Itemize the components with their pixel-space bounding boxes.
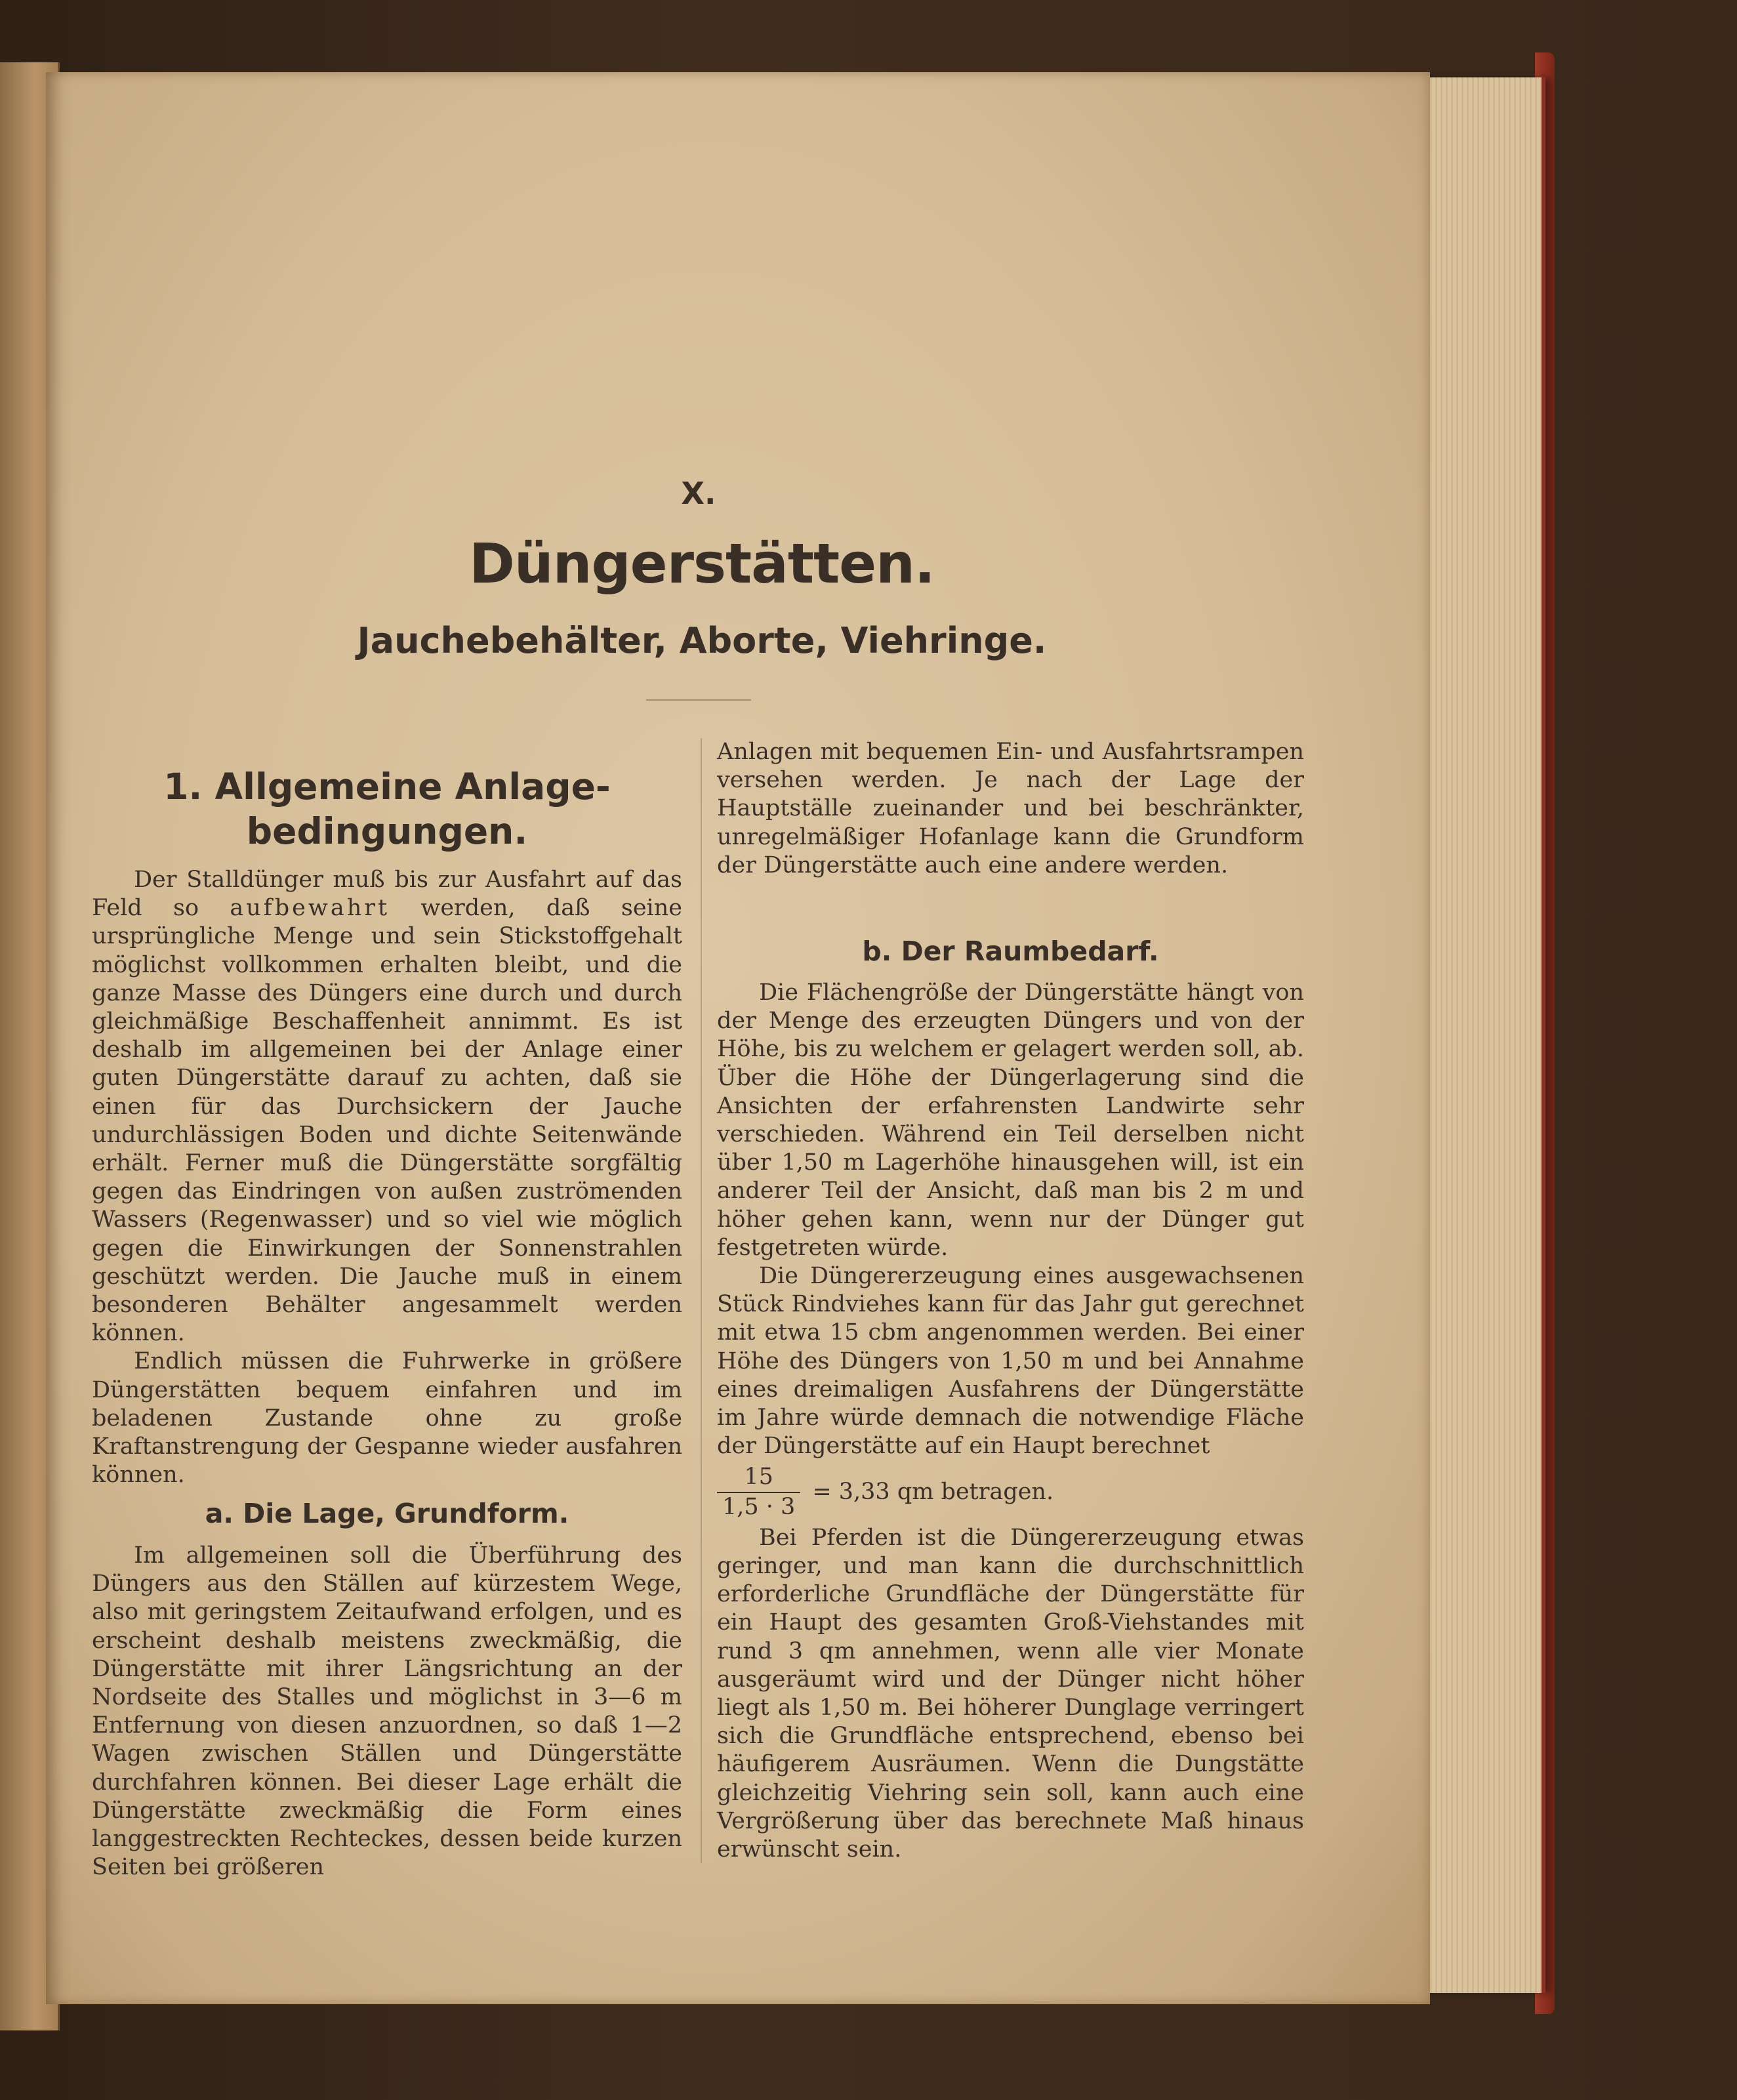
right-column-top: [717, 738, 1304, 880]
formula-numerator: 15: [744, 1464, 773, 1491]
p1-text-b: werden, daß seine ursprüngliche Menge und sein Stickstoffgehalt möglichst vollkommen erhalten bleibt, und die ganze Masse des Düngers eine durch und durch gleichmäßige Beschaffenheit annimmt. Es ist deshalb im allgemeinen bei der Anlage einer guten Düngerstätte darauf zu achten, daß sie einen für das Durchsickern der Jauche undurchlässigen Boden und dichte Seitenwände erhält. Ferner muß die Düngerstätte sorgfältig gegen das Eindringen von außen zuströmenden Wassers (Regenwasser) und so viel wie möglich gegen die Einwirkungen der Sonnenstrahlen geschützt werden. Die Jauche muß in einem besonderen Behälter angesammelt werden können.: [92, 895, 683, 1347]
column-divider: [701, 738, 702, 1863]
formula-denominator: 1,5 · 3: [717, 1492, 800, 1521]
p1-spaced-word: aufbewahrt: [230, 895, 390, 922]
title-divider: [646, 699, 751, 701]
section-a-heading: a. Die Lage, Grundform.: [205, 1498, 569, 1529]
chapter-title: Düngerstätten.: [469, 531, 935, 596]
section-b-paragraph-1: Die Flächengröße der Düngerstätte hängt von der Menge des erzeugten Düngers und von der Höhe, bis zu welchem er gelagert werden soll, ab. Über die Höhe der Düngerlagerung sind die Ansichten der erfahrensten Landwirte sehr verschieden. Während ein Teil derselben nicht über 1,50 m Lagerhöhe hinausgehen will, ist ein anderer Teil der Ansicht, daß man bis 2 m und höher gehen kann, wenn nur der Dünger gut festgetreten würde.: [717, 979, 1304, 1261]
p1-text-a: Der Stalldünger muß bis zur Ausfahrt auf das Feld so: [92, 867, 682, 922]
section-a-paragraph-1: Im allgemeinen soll die Überführung des Düngers aus den Ställen auf kürzestem Wege, also mit geringstem Zeitaufwand erfolgen, und es erscheint deshalb meistens zweckmäßig, die Düngerstätte mit ihrer Längsrichtung an der Nordseite des Stalles und möglichst in 3—6 m Entfernung von diesen anzuordnen, so daß 1—2 Wagen zwischen Ställen und Düngerstätte durchfahren können. Bei dieser Lage erhält die Düngerstätte zweckmäßig die Form eines langgestreckten Rechteckes, dessen beide kurzen Seiten bei größeren: [92, 1542, 682, 1881]
section-1-heading: [92, 764, 682, 854]
section-1-paragraph-2: Endlich müssen die Fuhrwerke in größere Düngerstätten bequem einfahren und im beladenen Zustande ohne zu große Kraftanstrengung der Gespanne wieder ausfahren können.: [92, 1348, 682, 1489]
page-stack-edges: [1417, 77, 1545, 1993]
formula-fraction: [717, 1463, 800, 1521]
right-column-lower: [717, 979, 1304, 1864]
formula-result: = 3,33 qm betragen.: [812, 1479, 1054, 1506]
section-b-heading: b. Der Raumbedarf.: [862, 936, 1159, 967]
section-1-heading-line2: bedingungen.: [246, 810, 528, 852]
left-column: [92, 866, 682, 1489]
chapter-number: X.: [681, 476, 716, 511]
area-formula: [717, 1463, 1304, 1521]
section-1-heading-line1: 1. Allgemeine Anlage-: [163, 766, 611, 808]
section-b-paragraph-3: Bei Pferden ist die Düngererzeugung etwas geringer, und man kann die durchschnittlich erforderliche Grundfläche der Düngerstätte für ein Haupt des gesamten Groß-Viehstandes mit rund 3 qm annehmen, wenn alle vier Monate ausgeräumt wird und der Dünger nicht höher liegt als 1,50 m. Bei höherer Dunglage verringert sich die Grundfläche entsprechend, ebenso bei häufigerem Ausräumen. Wenn die Dungstätte gleichzeitig Viehring sein soll, kann auch eine Vergrößerung über das berechnete Maß hinaus erwünscht sein.: [717, 1524, 1304, 1863]
section-a-continuation: Anlagen mit bequemen Ein- und Ausfahrtsrampen versehen werden. Je nach der Lage der Hauptställe zueinander und bei beschränkter, unregelmäßiger Hofanlage kann die Grundform der Düngerstätte auch eine andere werden.: [717, 739, 1304, 878]
section-b-paragraph-2: Die Düngererzeugung eines ausgewachsenen Stück Rindviehes kann für das Jahr gut gerechnet mit etwa 15 cbm angenommen werden. Bei einer Höhe des Düngers von 1,50 m und bei Annahme eines dreimaligen Ausfahrens der Düngerstätte im Jahre würde demnach die notwendige Fläche der Düngerstätte auf ein Haupt berechnet: [717, 1263, 1304, 1460]
section-1-paragraph-1: [92, 866, 682, 1348]
chapter-subtitle: Jauchebehälter, Aborte, Viehringe.: [357, 620, 1047, 661]
left-column-lower: [92, 1542, 682, 1882]
